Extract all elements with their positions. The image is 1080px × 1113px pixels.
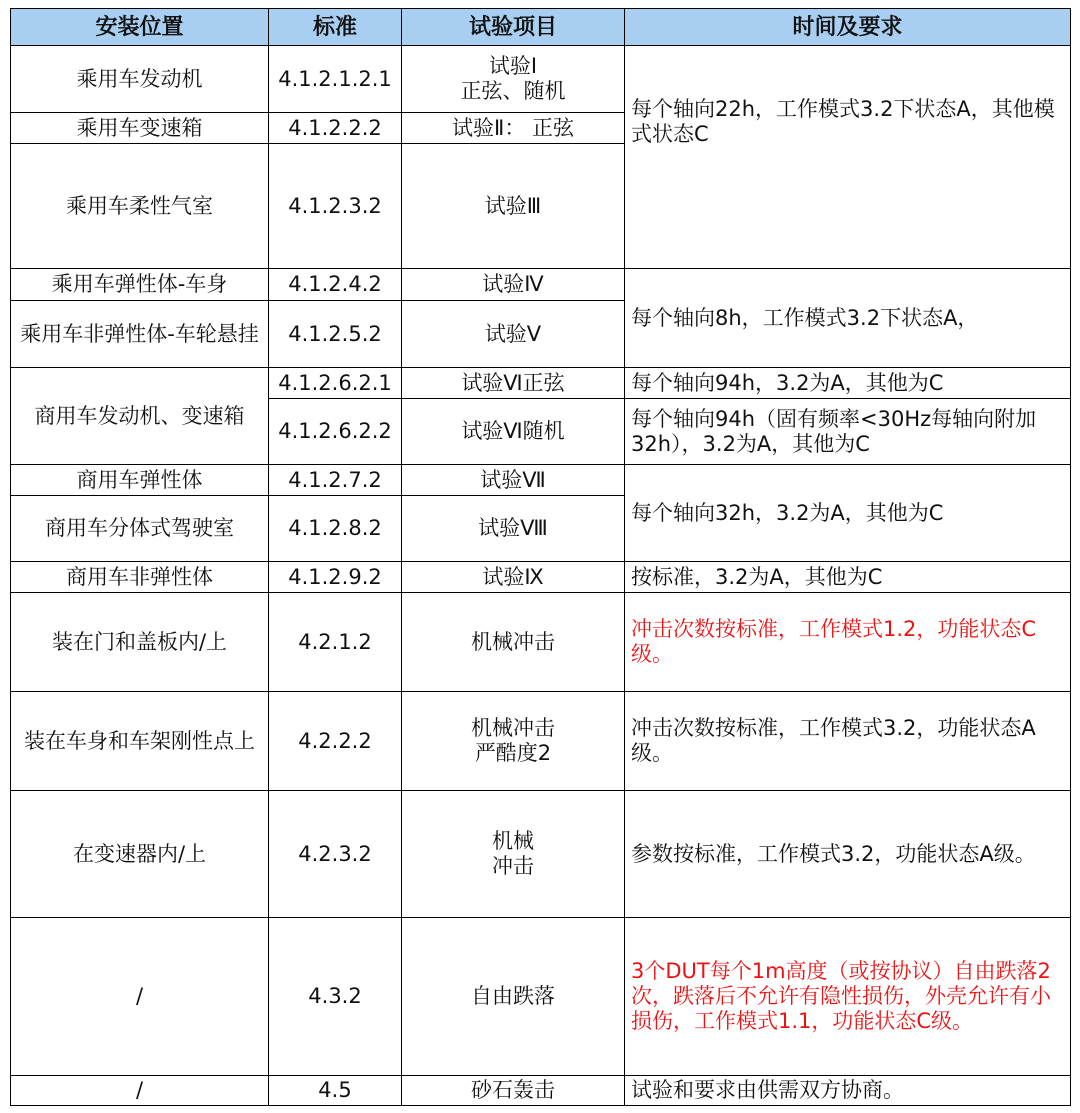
standard-cell: 4.3.2 bbox=[269, 918, 402, 1076]
requirement-cell: 每个轴向94h，3.2为A，其他为C bbox=[625, 368, 1071, 399]
test-cell: 试验Ⅸ bbox=[402, 562, 625, 593]
table-row bbox=[11, 593, 1071, 692]
requirement-cell: 试验和要求由供需双方协商。 bbox=[625, 1076, 1071, 1106]
requirement-cell: 每个轴向94h（固有频率<30Hz每轴向附加32h），3.2为A，其他为C bbox=[625, 399, 1071, 465]
standard-cell: 4.1.2.1.2.1 bbox=[269, 46, 402, 113]
standard-cell: 4.1.2.3.2 bbox=[269, 144, 402, 269]
requirement-cell: 每个轴向22h，工作模式3.2下状态A，其他模式状态C bbox=[625, 46, 1071, 269]
test-cell: 试验Ⅱ： 正弦 bbox=[402, 113, 625, 144]
location-cell: 乘用车弹性体-车身 bbox=[11, 269, 269, 301]
location-cell: 乘用车发动机 bbox=[11, 46, 269, 113]
header-location: 安装位置 bbox=[11, 9, 269, 46]
requirement-cell: 冲击次数按标准，工作模式3.2，功能状态A级。 bbox=[625, 692, 1071, 791]
table-row bbox=[11, 368, 1071, 399]
test-cell: 试验Ⅵ正弦 bbox=[402, 368, 625, 399]
test-cell: 试验Ⅳ bbox=[402, 269, 625, 301]
requirement-cell: 3个DUT每个1m高度（或按协议）自由跌落2次，跌落后不允许有隐性损伤，外壳允许有小损伤，工作模式1.1，功能状态C级。 bbox=[625, 918, 1071, 1076]
table-row bbox=[11, 1076, 1071, 1106]
test-cell: 自由跌落 bbox=[402, 918, 625, 1076]
table-row bbox=[11, 562, 1071, 593]
table-row bbox=[11, 46, 1071, 113]
requirement-cell: 按标准，3.2为A，其他为C bbox=[625, 562, 1071, 593]
location-cell: 装在车身和车架刚性点上 bbox=[11, 692, 269, 791]
standard-cell: 4.1.2.7.2 bbox=[269, 465, 402, 496]
test-cell: 砂石轰击 bbox=[402, 1076, 625, 1106]
location-cell: 商用车弹性体 bbox=[11, 465, 269, 496]
test-cell: 试验Ⅵ随机 bbox=[402, 399, 625, 465]
location-cell: 乘用车柔性气室 bbox=[11, 144, 269, 269]
location-cell: 在变速器内/上 bbox=[11, 791, 269, 918]
standard-cell: 4.5 bbox=[269, 1076, 402, 1106]
location-cell: 商用车发动机、变速箱 bbox=[11, 368, 269, 465]
test-cell: 机械冲击 严酷度2 bbox=[402, 692, 625, 791]
requirement-cell: 参数按标准，工作模式3.2，功能状态A级。 bbox=[625, 791, 1071, 918]
test-cell: 试验Ⅴ bbox=[402, 301, 625, 368]
test-cell: 机械冲击 bbox=[402, 593, 625, 692]
standard-cell: 4.1.2.4.2 bbox=[269, 269, 402, 301]
location-cell: / bbox=[11, 918, 269, 1076]
test-cell: 试验Ⅷ bbox=[402, 496, 625, 562]
table-row bbox=[11, 791, 1071, 918]
standard-cell: 4.1.2.9.2 bbox=[269, 562, 402, 593]
location-cell: 商用车分体式驾驶室 bbox=[11, 496, 269, 562]
requirement-cell: 每个轴向32h，3.2为A，其他为C bbox=[625, 465, 1071, 562]
test-requirements-table bbox=[10, 8, 1071, 1106]
standard-cell: 4.2.1.2 bbox=[269, 593, 402, 692]
standard-cell: 4.1.2.8.2 bbox=[269, 496, 402, 562]
test-cell: 试验Ⅰ 正弦、随机 bbox=[402, 46, 625, 113]
standard-cell: 4.1.2.6.2.1 bbox=[269, 368, 402, 399]
header-requirements: 时间及要求 bbox=[625, 9, 1071, 46]
requirement-cell: 冲击次数按标准，工作模式1.2，功能状态C级。 bbox=[625, 593, 1071, 692]
location-cell: 商用车非弹性体 bbox=[11, 562, 269, 593]
location-cell: / bbox=[11, 1076, 269, 1106]
table-row bbox=[11, 269, 1071, 301]
location-cell: 乘用车非弹性体-车轮悬挂 bbox=[11, 301, 269, 368]
standard-cell: 4.1.2.2.2 bbox=[269, 113, 402, 144]
table-row bbox=[11, 918, 1071, 1076]
location-cell: 乘用车变速箱 bbox=[11, 113, 269, 144]
standard-cell: 4.2.2.2 bbox=[269, 692, 402, 791]
test-cell: 试验Ⅶ bbox=[402, 465, 625, 496]
header-standard: 标准 bbox=[269, 9, 402, 46]
location-cell: 装在门和盖板内/上 bbox=[11, 593, 269, 692]
test-cell: 试验Ⅲ bbox=[402, 144, 625, 269]
table-row bbox=[11, 692, 1071, 791]
standard-cell: 4.1.2.6.2.2 bbox=[269, 399, 402, 465]
header-test: 试验项目 bbox=[402, 9, 625, 46]
requirement-cell: 每个轴向8h，工作模式3.2下状态A， bbox=[625, 269, 1071, 368]
standard-cell: 4.2.3.2 bbox=[269, 791, 402, 918]
table-row bbox=[11, 465, 1071, 496]
header-row bbox=[11, 9, 1071, 46]
test-cell: 机械 冲击 bbox=[402, 791, 625, 918]
standard-cell: 4.1.2.5.2 bbox=[269, 301, 402, 368]
